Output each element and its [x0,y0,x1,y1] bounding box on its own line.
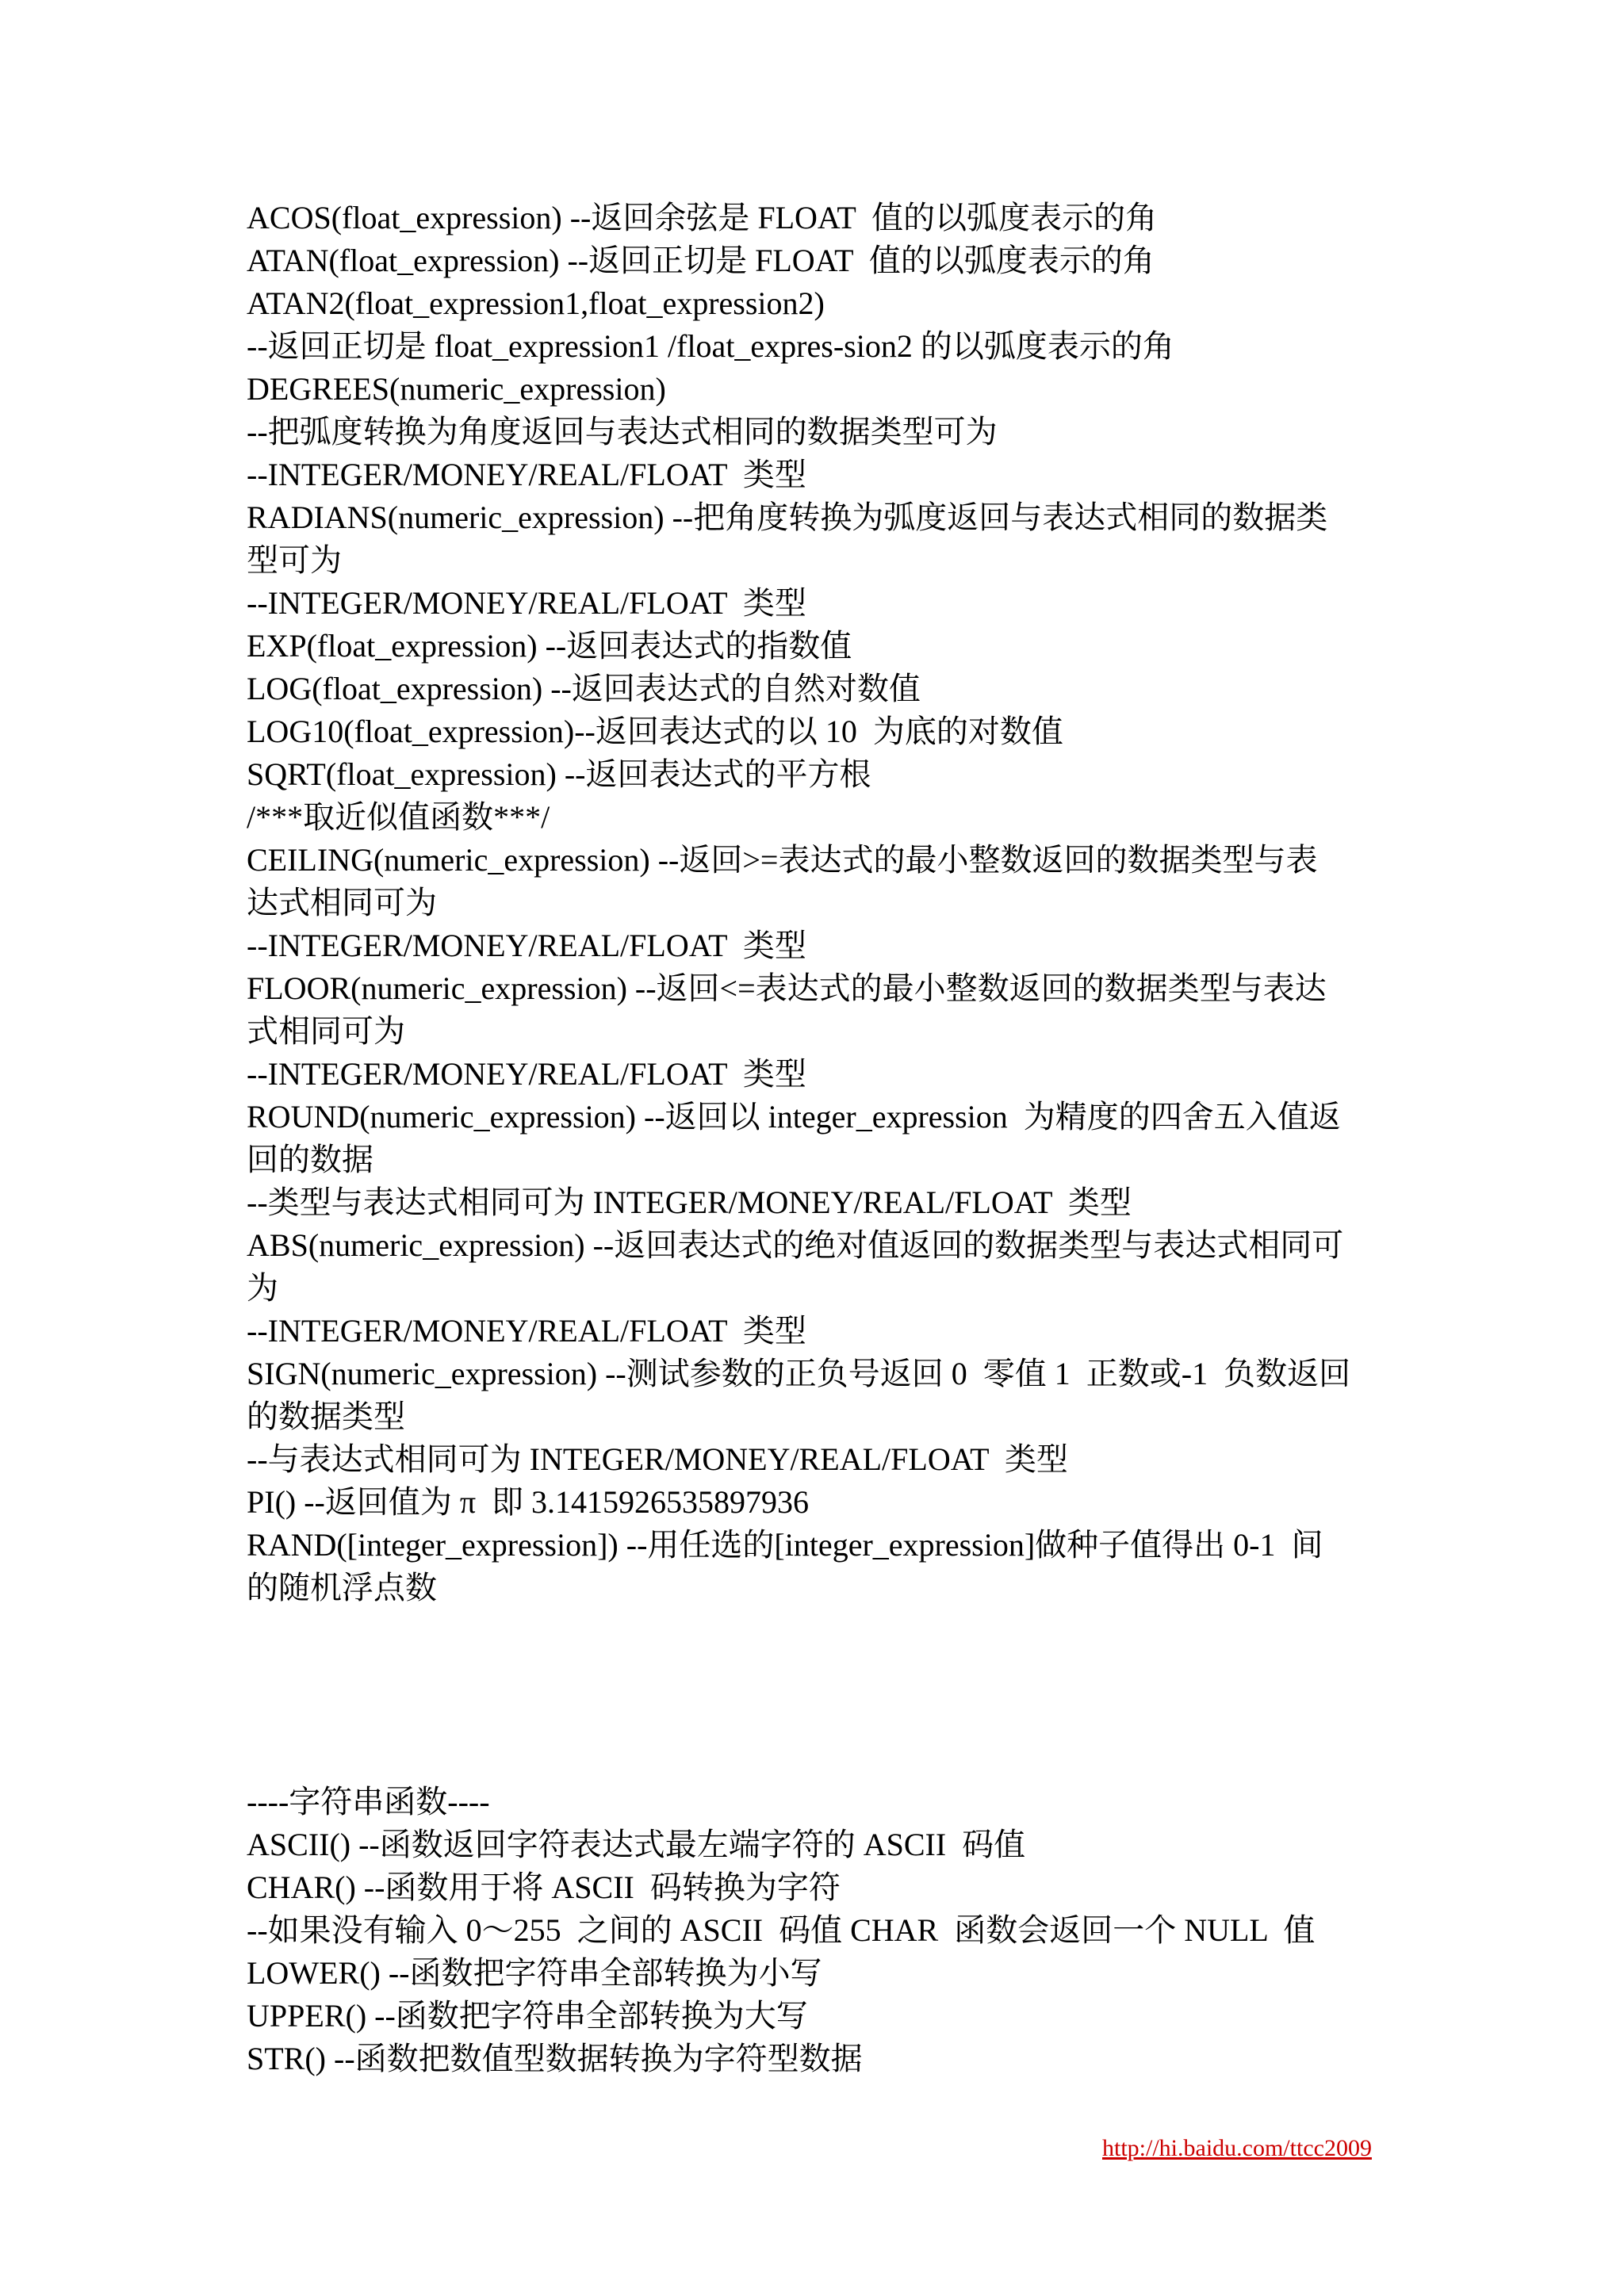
text-line: --INTEGER/MONEY/REAL/FLOAT 类型 [247,457,806,492]
section-heading: ----字符串函数---- [247,1784,490,1820]
text-line: --类型与表达式相同可为 INTEGER/MONEY/REAL/FLOAT 类型 [247,1184,1132,1220]
text-line: STR() --函数把数值型数据转换为字符型数据 [247,2041,863,2076]
text-line: 回的数据 [247,1142,373,1177]
text-line: UPPER() --函数把字符串全部转换为大写 [247,1998,808,2034]
string-functions-section [247,1781,1388,2080]
document-page [247,197,1388,2080]
text-line: /***取近似值函数***/ [247,799,550,835]
text-line: 型可为 [247,542,342,578]
text-line: --INTEGER/MONEY/REAL/FLOAT 类型 [247,928,806,963]
text-line: LOG10(float_expression)--返回表达式的以 10 为底的对数值 [247,714,1063,749]
text-line: SQRT(float_expression) --返回表达式的平方根 [247,756,871,792]
text-line: ATAN(float_expression) --返回正切是 FLOAT 值的以弧度表示的角 [247,243,1155,278]
text-line: --INTEGER/MONEY/REAL/FLOAT 类型 [247,1056,806,1092]
text-line: --如果没有输入 0～255 之间的 ASCII 码值 CHAR 函数会返回一个 NULL 值 [247,1912,1316,1948]
text-line: 为 [247,1270,278,1306]
text-line: ABS(numeric_expression) --返回表达式的绝对值返回的数据类型与表达式相同可 [247,1227,1344,1263]
text-line: --INTEGER/MONEY/REAL/FLOAT 类型 [247,585,806,621]
text-line: 式相同可为 [247,1013,405,1049]
text-line: 的随机浮点数 [247,1570,437,1605]
text-line: ATAN2(float_expression1,float_expression2) [247,285,825,321]
math-functions-section [247,197,1388,1609]
text-line: LOWER() --函数把字符串全部转换为小写 [247,1955,822,1991]
text-line: CHAR() --函数用于将 ASCII 码转换为字符 [247,1869,841,1905]
text-line: RAND([integer_expression]) --用任选的[integer_expression]做种子值得出 0-1 间 [247,1527,1323,1563]
text-line: --返回正切是 float_expression1 /float_expres-sion2 的以弧度表示的角 [247,328,1174,364]
text-line: LOG(float_expression) --返回表达式的自然对数值 [247,671,921,706]
text-line: 的数据类型 [247,1399,405,1434]
text-line: PI() --返回值为 π 即 3.1415926535897936 [247,1484,810,1520]
text-line: ASCII() --函数返回字符表达式最左端字符的 ASCII 码值 [247,1827,1026,1862]
text-line: --INTEGER/MONEY/REAL/FLOAT 类型 [247,1313,806,1349]
text-line: 达式相同可为 [247,885,437,920]
section-spacer [247,1609,1388,1781]
text-line: ROUND(numeric_expression) --返回以 integer_expression 为精度的四舍五入值返 [247,1099,1341,1135]
text-line: FLOOR(numeric_expression) --返回<=表达式的最小整数返回的数据类型与表达 [247,970,1327,1006]
text-line: --把弧度转换为角度返回与表达式相同的数据类型可为 [247,414,998,450]
text-line: DEGREES(numeric_expression) [247,371,666,407]
text-line: RADIANS(numeric_expression) --把角度转换为弧度返回与表达式相同的数据类 [247,499,1328,535]
text-line: EXP(float_expression) --返回表达式的指数值 [247,628,852,664]
text-line: ACOS(float_expression) --返回余弦是 FLOAT 值的以弧度表示的角 [247,200,1158,235]
text-line: CEILING(numeric_expression) --返回>=表达式的最小整数返回的数据类型与表 [247,842,1318,878]
text-line: SIGN(numeric_expression) --测试参数的正负号返回 0 零值 1 正数或-1 负数返回 [247,1356,1351,1391]
text-line: --与表达式相同可为 INTEGER/MONEY/REAL/FLOAT 类型 [247,1441,1068,1477]
footer-link[interactable]: http://hi.baidu.com/ttcc2009 [1102,2135,1372,2161]
